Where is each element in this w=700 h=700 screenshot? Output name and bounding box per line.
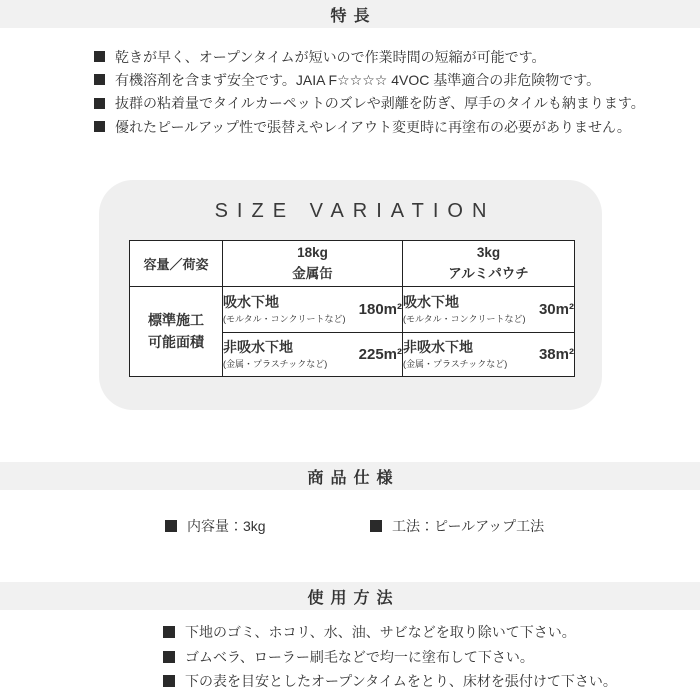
feature-item-text: 乾きが早く、オープンタイムが短いので作業時間の短縮が可能です。 bbox=[115, 48, 546, 65]
table-cell-nonabsorbent-18kg bbox=[223, 333, 403, 377]
spec-item-text: 工法：ピールアップ工法 bbox=[392, 518, 545, 534]
feature-item bbox=[94, 45, 645, 68]
spec-item-text: 内容量：3kg bbox=[187, 518, 266, 534]
usage-list bbox=[163, 620, 617, 693]
bullet-square-icon bbox=[94, 51, 105, 62]
feature-item bbox=[94, 68, 645, 91]
section-header-usage bbox=[0, 582, 700, 610]
specs-row bbox=[0, 516, 700, 538]
cell-note: (モルタル・コンクリートなど) bbox=[403, 313, 526, 324]
column-header-3kg bbox=[403, 241, 575, 287]
section-header-specs bbox=[0, 462, 700, 490]
bullet-square-icon bbox=[163, 651, 175, 663]
table-corner-header: 容量／荷姿 bbox=[130, 241, 223, 287]
cell-value: 180m² bbox=[358, 300, 402, 318]
cell-label: 非吸水下地 bbox=[403, 339, 473, 356]
cell-label: 吸水下地 bbox=[223, 294, 279, 311]
column-header-package: アルミパウチ bbox=[448, 265, 529, 281]
cell-value: 225m² bbox=[358, 345, 402, 363]
table-row-header bbox=[130, 287, 223, 377]
bullet-square-icon bbox=[163, 626, 175, 638]
row-header-line2: 可能面積 bbox=[148, 333, 204, 350]
section-title-specs: 商品仕様 bbox=[307, 469, 400, 487]
usage-item-text: 下の表を目安としたオープンタイムをとり、床材を張付けて下さい。 bbox=[185, 672, 617, 689]
feature-item bbox=[94, 115, 645, 138]
table-cell-nonabsorbent-3kg bbox=[403, 333, 575, 377]
bullet-square-icon bbox=[94, 74, 105, 85]
spec-item-method bbox=[370, 516, 544, 536]
feature-item-text: 優れたピールアップ性で張替えやレイアウト変更時に再塗布の必要がありません。 bbox=[115, 118, 631, 135]
usage-item bbox=[163, 620, 617, 644]
bullet-square-icon bbox=[165, 520, 177, 532]
cell-label: 吸水下地 bbox=[403, 294, 459, 311]
cell-label: 非吸水下地 bbox=[223, 339, 293, 356]
usage-item-text: 下地のゴミ、ホコリ、水、油、サビなどを取り除いて下さい。 bbox=[185, 624, 576, 641]
feature-item bbox=[94, 92, 645, 115]
cell-value: 30m² bbox=[538, 300, 574, 318]
size-variation-panel bbox=[99, 180, 602, 410]
size-variation-table bbox=[129, 240, 575, 377]
bullet-square-icon bbox=[163, 675, 175, 687]
section-title-features: 特長 bbox=[330, 7, 377, 25]
bullet-square-icon bbox=[94, 98, 105, 109]
cell-note: (金属・プラスチックなど) bbox=[223, 358, 328, 369]
column-header-size: 3kg bbox=[476, 245, 501, 261]
feature-item-text: 抜群の粘着量でタイルカーペットのズレや剥離を防ぎ、厚手のタイルも納まります。 bbox=[115, 95, 645, 112]
cell-note: (モルタル・コンクリートなど) bbox=[223, 313, 346, 324]
section-header-features bbox=[0, 0, 700, 28]
table-cell-absorbent-18kg bbox=[223, 287, 403, 333]
column-header-package: 金属缶 bbox=[292, 265, 333, 281]
usage-item bbox=[163, 644, 617, 668]
usage-item-text: ゴムベラ、ローラー刷毛などで均一に塗布して下さい。 bbox=[185, 648, 534, 665]
usage-item bbox=[163, 669, 617, 693]
cell-value: 38m² bbox=[538, 345, 574, 363]
cell-note: (金属・プラスチックなど) bbox=[403, 358, 508, 369]
section-title-usage: 使用方法 bbox=[307, 589, 400, 607]
bullet-square-icon bbox=[94, 121, 105, 132]
row-header-line1: 標準施工 bbox=[148, 311, 204, 328]
column-header-size: 18kg bbox=[297, 245, 328, 261]
column-header-18kg bbox=[223, 241, 403, 287]
size-variation-title: SIZE VARIATION bbox=[214, 200, 496, 222]
table-cell-absorbent-3kg bbox=[403, 287, 575, 333]
spec-item-contents bbox=[165, 516, 266, 536]
feature-item-text: 有機溶剤を含まず安全です。JAIA F☆☆☆☆ 4VOC 基準適合の非危険物です。 bbox=[115, 71, 601, 88]
bullet-square-icon bbox=[370, 520, 382, 532]
features-list bbox=[94, 45, 645, 138]
